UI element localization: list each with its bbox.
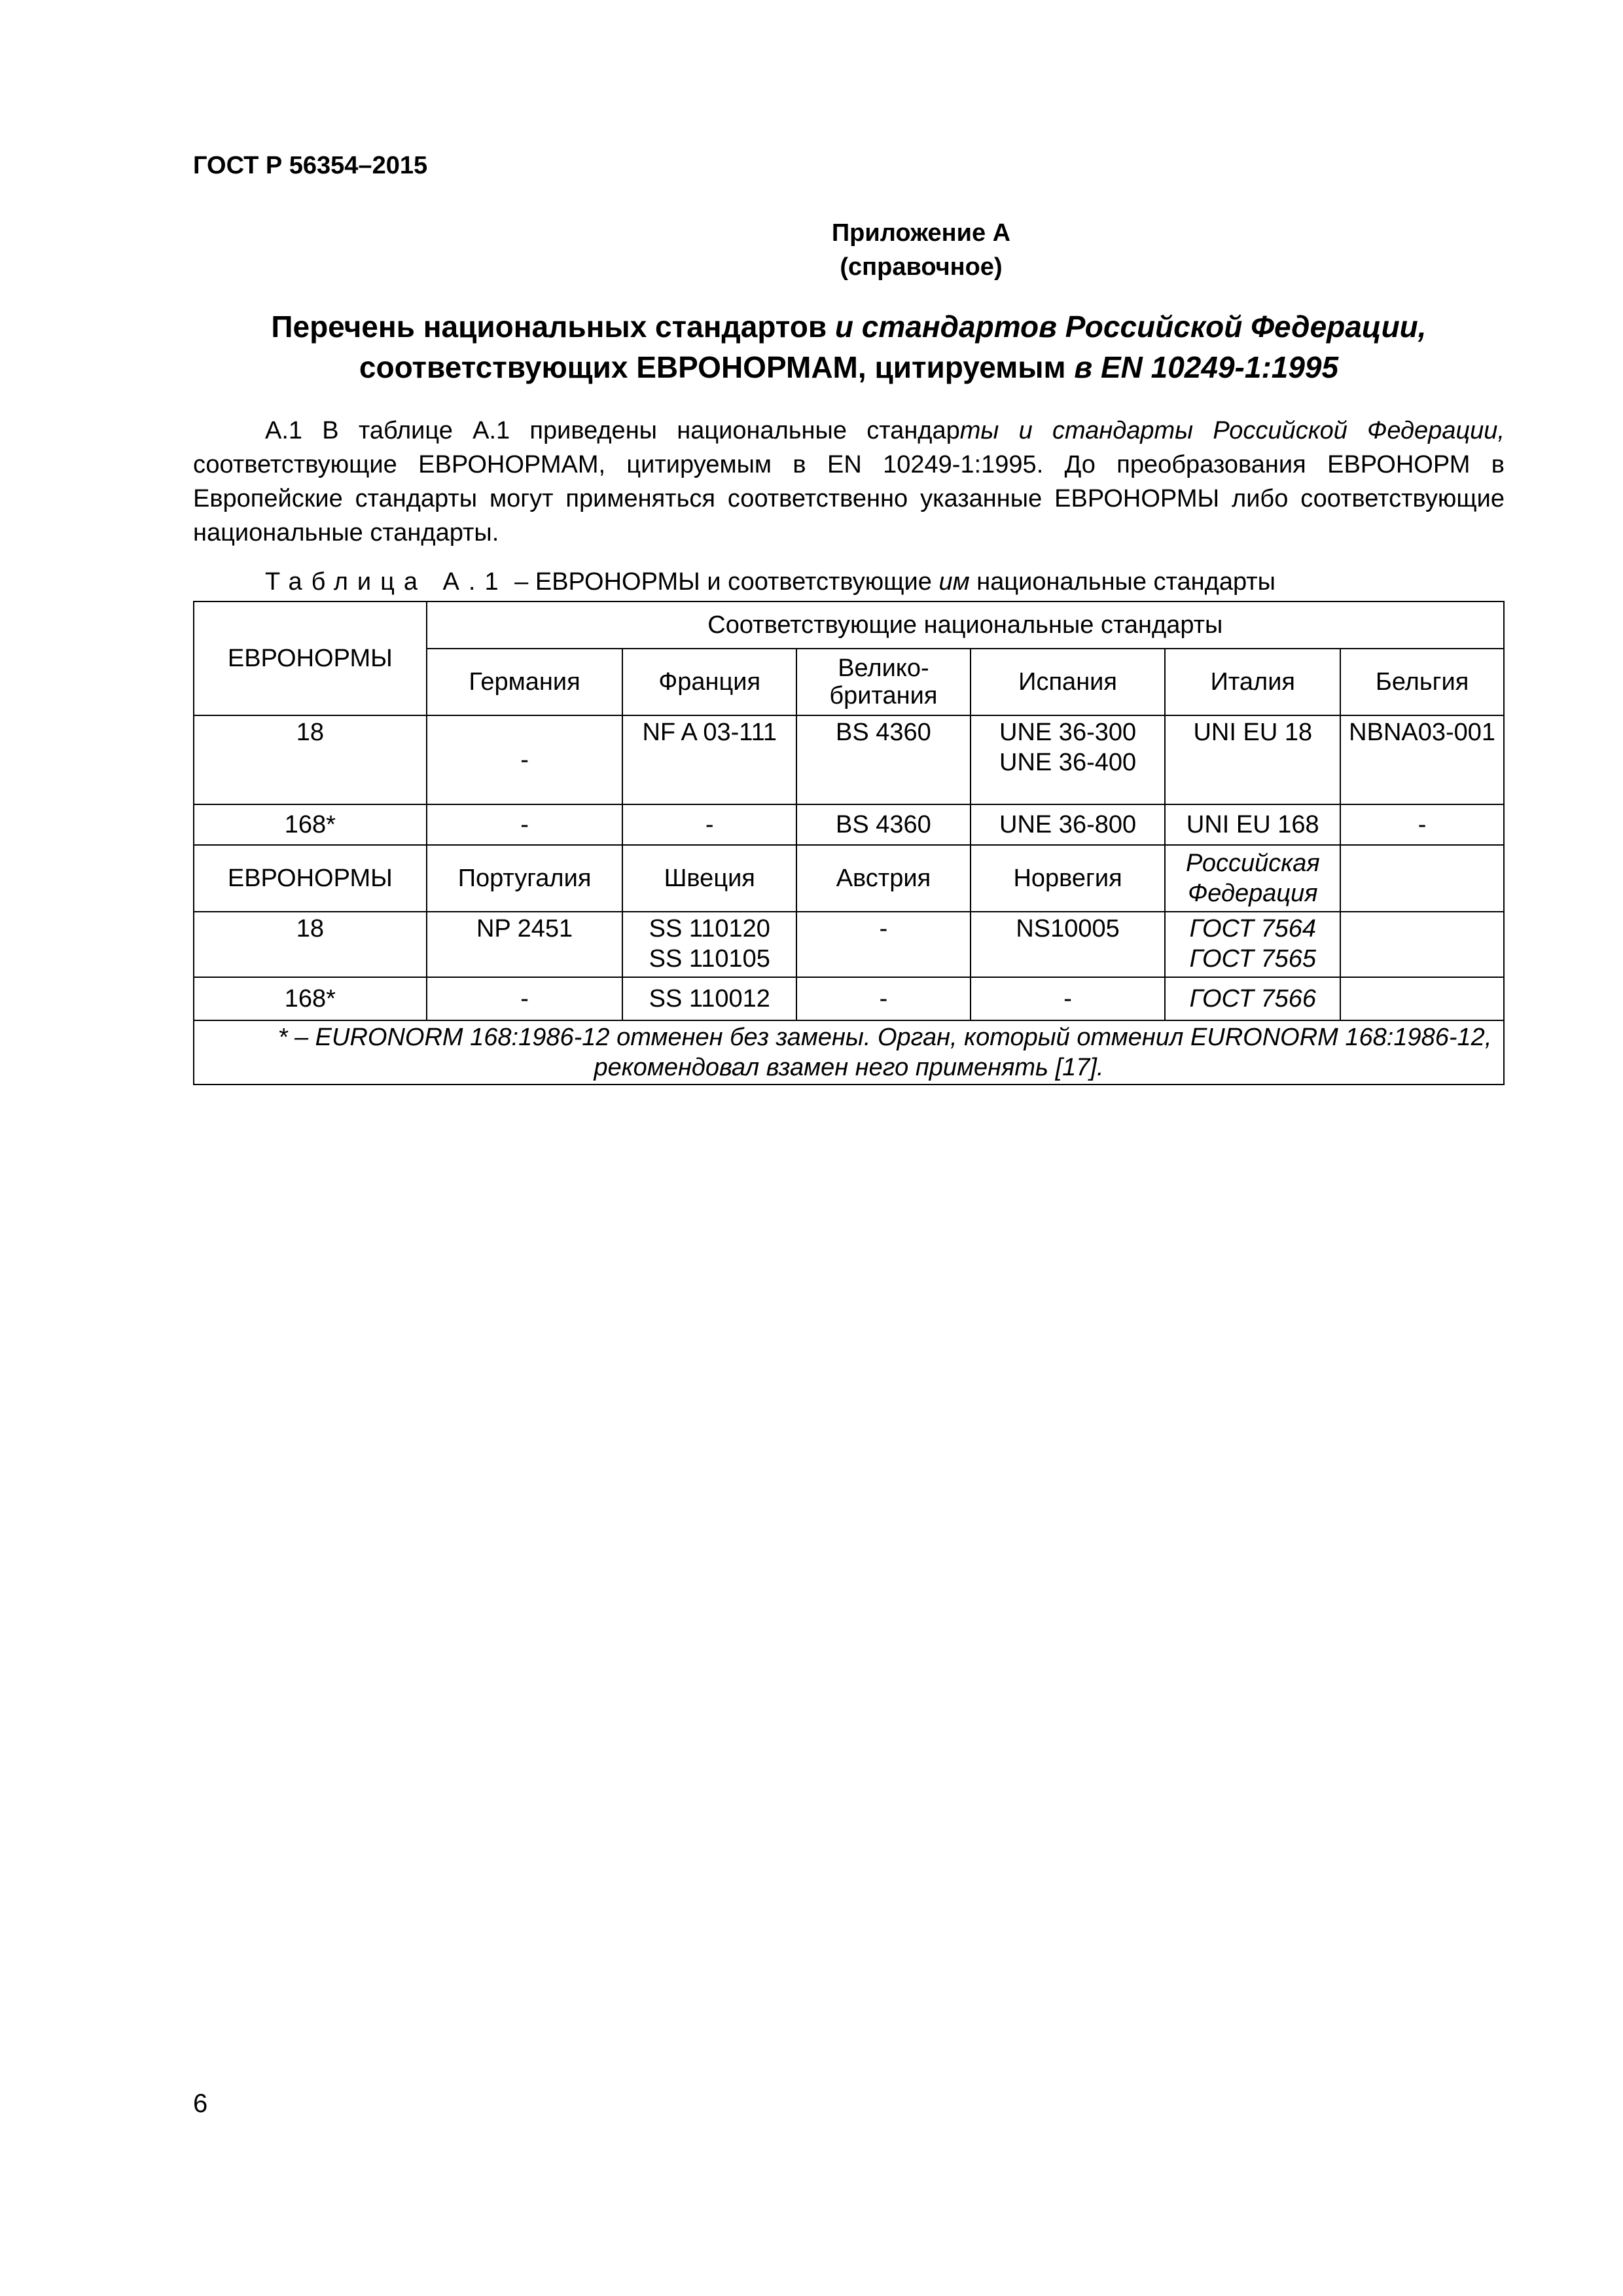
header-national-standards: Соответствующие национальные стандарты — [427, 601, 1504, 649]
paragraph-text: соответствующие ЕВРОНОРМАМ, цитируемым в EN 10249-1:1995. До преобразования ЕВРОНОРМ в Европейские стандарты могут применяться соответственно указанные ЕВРОНОРМЫ либо соответствующие национальные стандарты. — [193, 451, 1505, 547]
cell-line: ГОСТ 7564 — [1189, 915, 1317, 942]
header-country: Италия — [1165, 649, 1340, 715]
cell-france: NF A 03-111 — [622, 715, 796, 804]
header-country: Франция — [622, 649, 796, 715]
cell-euronorm: 168* — [194, 804, 427, 845]
table-caption-text: – ЕВРОНОРМЫ и соответствующие — [507, 568, 939, 596]
cell-sweden: SS 110012 — [622, 977, 796, 1020]
cell-line: ГОСТ 7565 — [1189, 945, 1317, 973]
cell-portugal: NP 2451 — [427, 912, 623, 977]
header-country: Велико- британия — [796, 649, 971, 715]
cell-spain: UNE 36-800 — [971, 804, 1166, 845]
paragraph-text: А.1 В таблице А.1 приведены национальные стандар — [265, 417, 960, 444]
cell-germany: - — [427, 715, 623, 804]
table-footnote — [194, 1020, 1504, 1085]
header-country: Испания — [971, 649, 1166, 715]
cell-portugal: - — [427, 977, 623, 1020]
cell-uk: BS 4360 — [796, 804, 971, 845]
title-part-italic: и стандартов Российской Федерации, — [834, 310, 1427, 344]
header-country: Австрия — [796, 845, 971, 912]
cell-line: UNE 36-400 — [999, 749, 1137, 776]
table-footnote-row — [194, 1020, 1504, 1085]
cell-france: - — [622, 804, 796, 845]
cell-russia — [1165, 912, 1340, 977]
footnote-text: * – EURONORM 168:1986-12 отменен без замены. Орган, который отменил EURONORM 168:1986-12, рекомендовал взамен него применять [17]. — [277, 1024, 1492, 1081]
table-caption-text: национальные стандарты — [969, 568, 1275, 596]
title-part: соответствующих ЕВРОНОРМАМ, цитируемым — [359, 350, 1075, 384]
empty-cell — [1340, 912, 1504, 977]
cell-italy: UNI EU 18 — [1165, 715, 1340, 804]
header-country: Российская Федерация — [1165, 845, 1340, 912]
cell-sweden — [622, 912, 796, 977]
intro-paragraph — [193, 414, 1505, 550]
document-code: ГОСТ Р 56354–2015 — [193, 152, 428, 179]
header-country: Германия — [427, 649, 623, 715]
appendix-label: Приложение А — [831, 219, 1011, 247]
title-part-italic: в EN 10249-1:1995 — [1074, 350, 1339, 384]
header-country: Швеция — [622, 845, 796, 912]
cell-germany: - — [427, 804, 623, 845]
header-country: Португалия — [427, 845, 623, 912]
cell-austria: - — [796, 912, 971, 977]
cell-russia: ГОСТ 7566 — [1165, 977, 1340, 1020]
cell-belgium: - — [1340, 804, 1504, 845]
cell-line: SS 110105 — [649, 945, 770, 973]
table-caption-emph: им — [938, 568, 970, 596]
table-row — [194, 977, 1504, 1020]
euronorm-table — [193, 601, 1505, 1085]
paragraph-text-italic: ты и стандарты Российской Федерации, — [959, 417, 1505, 444]
header-euronorm: ЕВРОНОРМЫ — [194, 601, 427, 715]
page-number: 6 — [193, 2089, 208, 2118]
cell-spain — [971, 715, 1166, 804]
cell-euronorm: 168* — [194, 977, 427, 1020]
cell-line: UNE 36-300 — [999, 719, 1137, 746]
table-row — [194, 912, 1504, 977]
cell-austria: - — [796, 977, 971, 1020]
cell-norway: - — [971, 977, 1166, 1020]
cell-norway: NS10005 — [971, 912, 1166, 977]
cell-uk: BS 4360 — [796, 715, 971, 804]
header-euronorm: ЕВРОНОРМЫ — [194, 845, 427, 912]
appendix-heading — [0, 216, 1623, 284]
table-caption-label: Таблица А.1 — [265, 568, 508, 596]
appendix-type: (справочное) — [840, 253, 1003, 281]
empty-cell — [1340, 845, 1504, 912]
cell-euronorm: 18 — [194, 912, 427, 977]
empty-cell — [1340, 977, 1504, 1020]
cell-euronorm: 18 — [194, 715, 427, 804]
cell-italy: UNI EU 168 — [1165, 804, 1340, 845]
cell-belgium: NBNA03-001 — [1340, 715, 1504, 804]
cell-line: SS 110120 — [649, 915, 770, 942]
table-caption — [265, 568, 1275, 596]
table-row — [194, 804, 1504, 845]
header-country: Бельгия — [1340, 649, 1504, 715]
title-part: Перечень национальных стандартов — [271, 310, 835, 344]
header-country: Норвегия — [971, 845, 1166, 912]
table-row — [194, 715, 1504, 804]
appendix-title — [193, 306, 1505, 387]
